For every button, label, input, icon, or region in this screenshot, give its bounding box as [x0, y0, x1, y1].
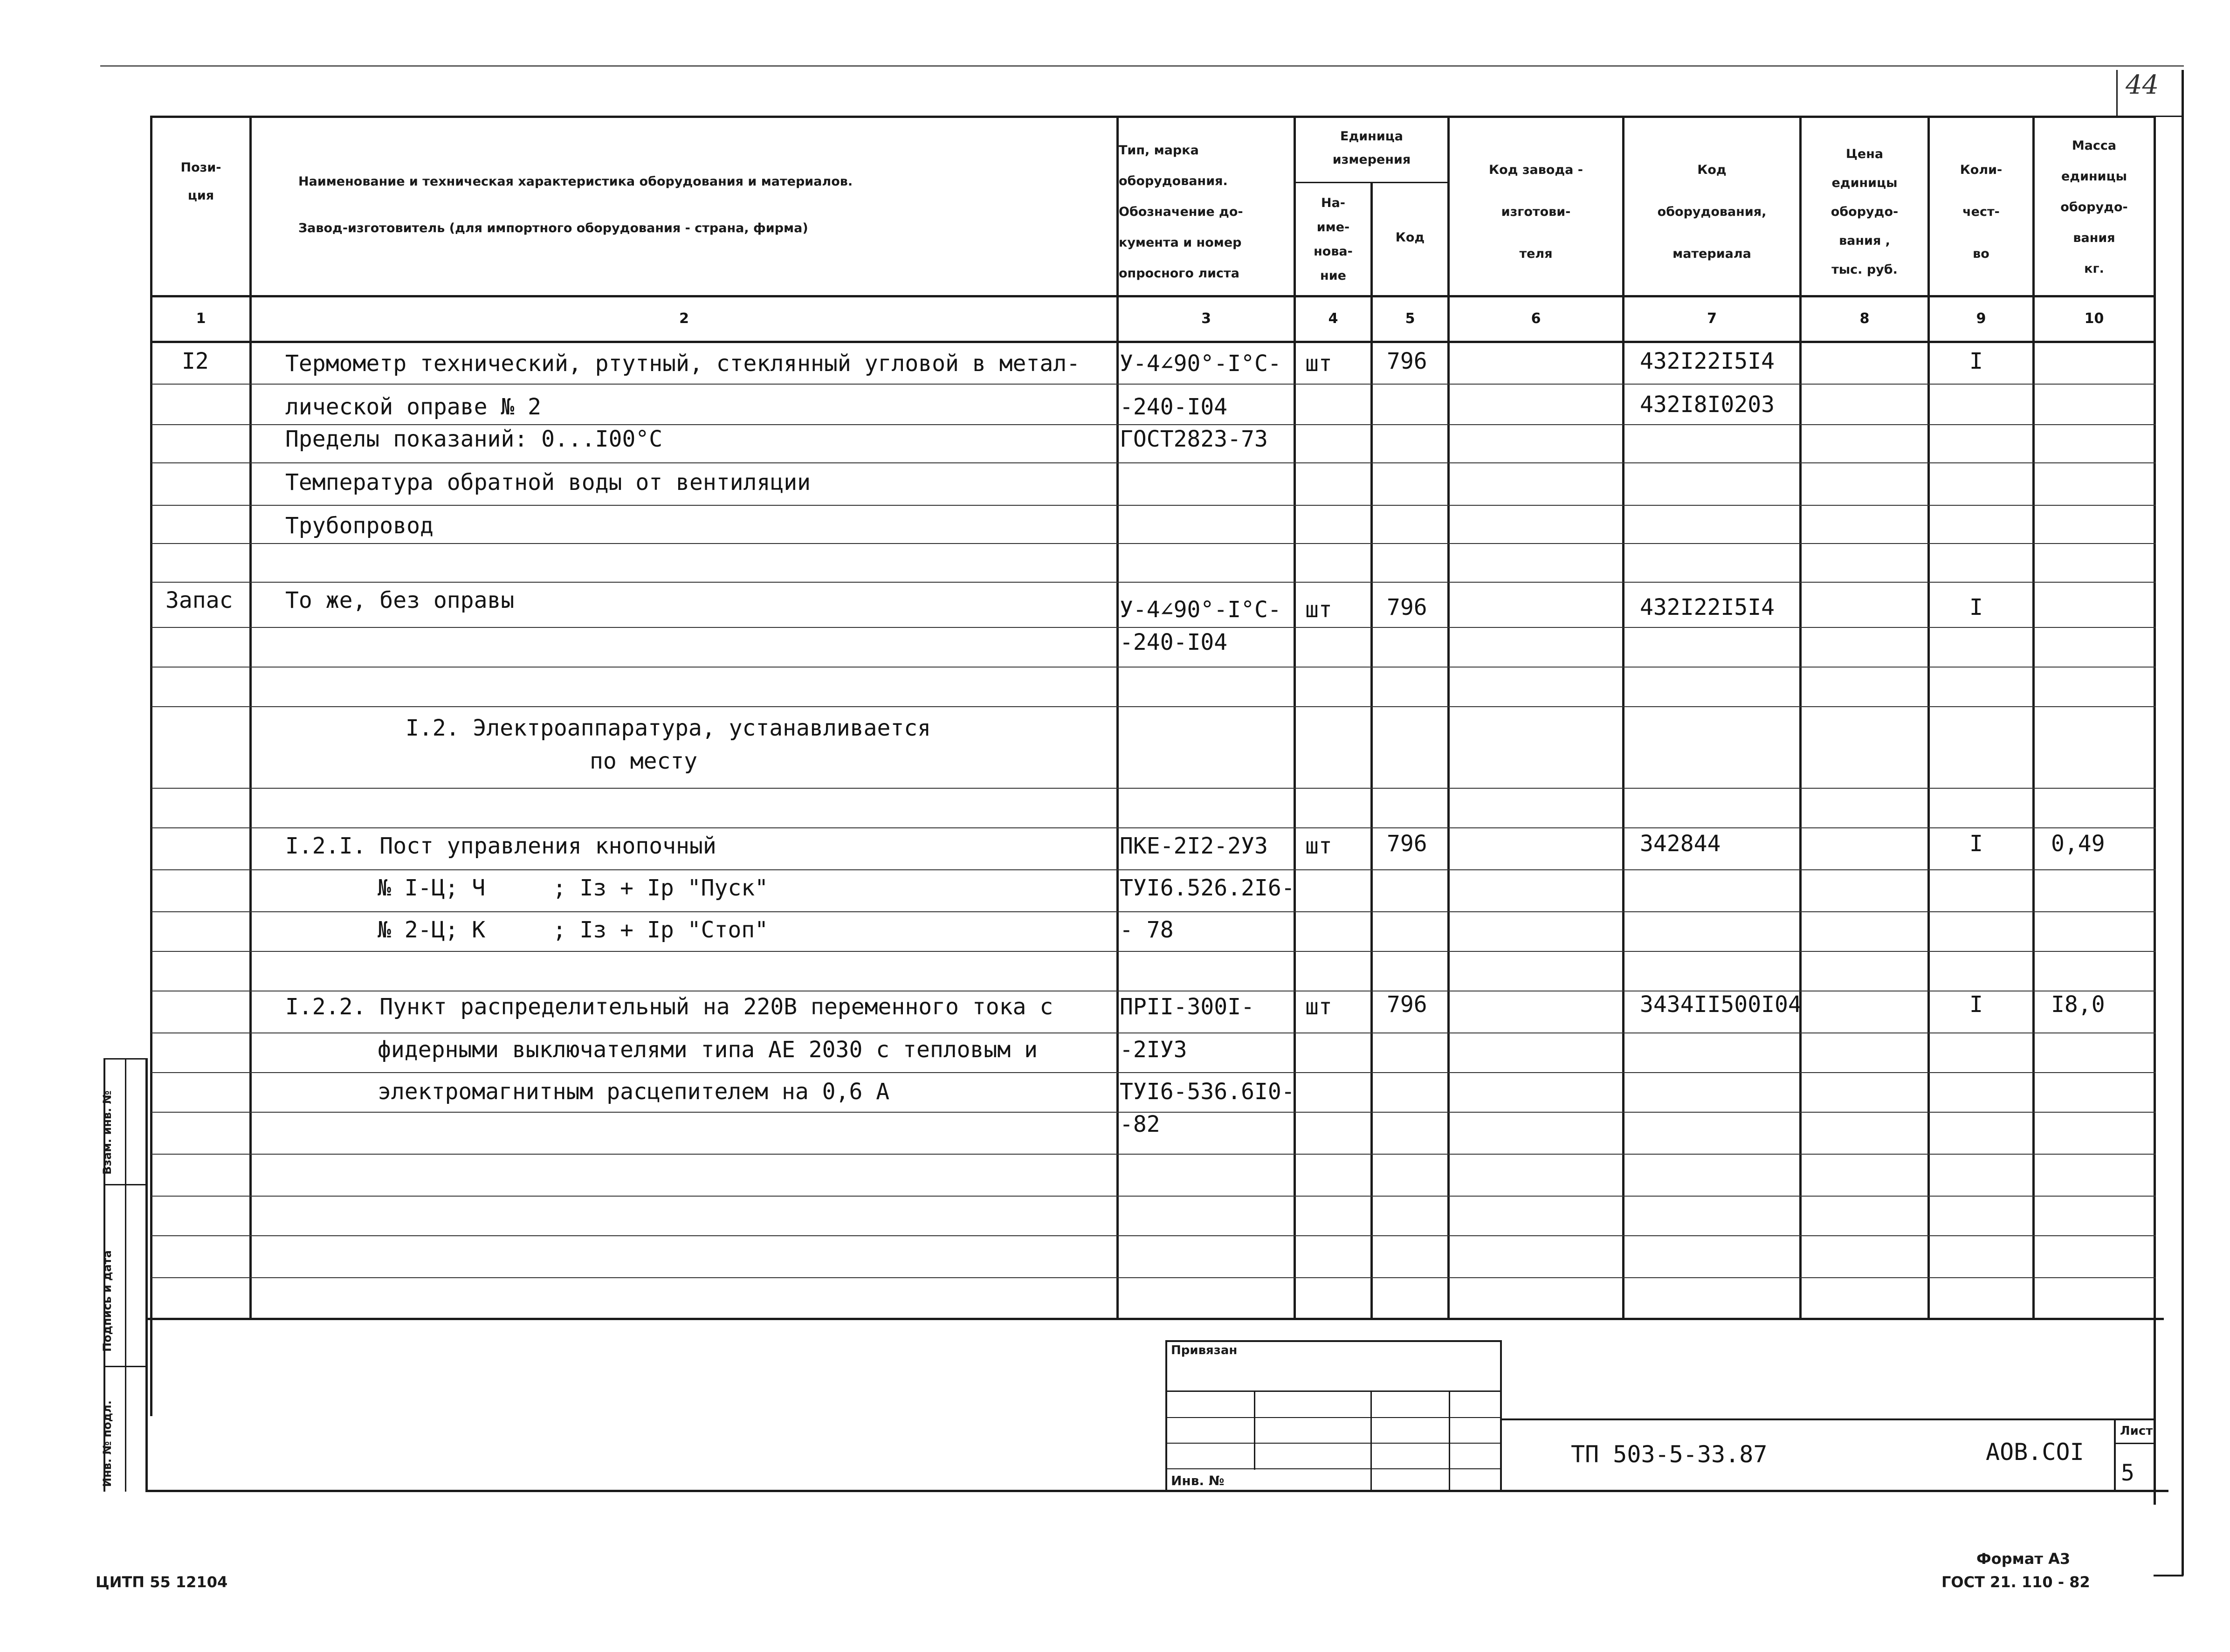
cell-type: - 78	[1120, 917, 1174, 943]
col-line-4	[1370, 182, 1373, 1319]
row-line	[151, 911, 2156, 912]
stamp-vline	[1449, 1390, 1450, 1491]
side-strip-sep2	[103, 1366, 146, 1367]
cell-name: Температура обратной воды от вентиляции	[285, 469, 811, 496]
stamp-vline	[1254, 1390, 1255, 1470]
cell-unit-code: 796	[1387, 831, 1427, 857]
cell-unit: шт	[1305, 994, 1332, 1020]
header-col-9: Коли- чест- во	[1960, 163, 2003, 261]
sheet-mark-box-bottom	[2116, 116, 2184, 117]
cell-type: У-4∠90°-I°C-	[1120, 351, 1281, 377]
header-col-8: Цена единицы оборудо- вания , тыс. руб.	[1831, 147, 1899, 277]
cell-mass: 0,49	[2051, 831, 2105, 857]
stamp-privyazan-label: Привязан	[1171, 1343, 1238, 1357]
row-line	[151, 788, 2156, 789]
colnum-2: 2	[679, 310, 689, 327]
side-label-inv-podl: Инв. № подл.	[101, 1400, 114, 1487]
row-line	[151, 706, 2156, 707]
cell-type: -2IУЗ	[1120, 1037, 1187, 1063]
stamp-inv-label: Инв. №	[1171, 1473, 1225, 1488]
stamp-line	[1165, 1443, 1501, 1444]
header-col-3: Тип, марка оборудования. Обозначение до- кумента и номер опросного листа	[1119, 143, 1243, 281]
cell-type: ТУI6-536.6I0-	[1120, 1079, 1295, 1105]
header-col-5: Код	[1395, 230, 1425, 245]
row-line	[151, 462, 2156, 463]
cell-position: Запас	[165, 587, 233, 613]
cell-name: I.2.2. Пункт распределительный на 220В переменного тока с	[285, 994, 1053, 1020]
row-line	[151, 1235, 2156, 1236]
table-bottom-border	[145, 1490, 2168, 1492]
stamp-list-box-sep	[2114, 1443, 2156, 1444]
cell-name: Трубопровод	[285, 513, 434, 539]
colnum-1: 1	[196, 310, 206, 327]
stamp-line	[1165, 1417, 1501, 1418]
stamp-sheet-code: АОВ.COI	[1986, 1439, 2084, 1466]
cell-position: I2	[182, 348, 209, 374]
cell-type: ТУI6.526.2I6-	[1120, 875, 1295, 901]
outer-bottom-border	[2154, 1575, 2183, 1576]
row-line	[151, 951, 2156, 952]
cell-unit: шт	[1305, 351, 1332, 377]
cell-name: То же, без оправы	[285, 587, 515, 613]
stamp-main-top	[1501, 1418, 2156, 1420]
cell-name: Пределы показаний: 0...I00°С	[285, 426, 663, 452]
side-label-podpis: Подпись и дата	[101, 1250, 114, 1352]
footer-left-code: ЦИТП 55 12104	[96, 1573, 228, 1591]
cell-type: ПРII-300I-	[1120, 994, 1254, 1020]
cell-unit: шт	[1305, 597, 1332, 623]
table-body-bottom	[145, 1318, 2164, 1320]
side-label-vzam: Взам. инв. №	[101, 1090, 114, 1175]
cell-equipment-code: 432I8I0203	[1640, 392, 1775, 418]
cell-type: ГОСТ2823-73	[1120, 426, 1268, 452]
cell-name: № 2-Ц; К ; Iз + Iр "Стоп"	[378, 917, 769, 943]
colnum-6: 6	[1531, 310, 1541, 327]
stamp-doc-code: ТП 503-5-33.87	[1571, 1441, 1768, 1468]
cell-equipment-code: 342844	[1640, 831, 1721, 857]
row-line	[151, 1277, 2156, 1278]
row-line	[151, 1032, 2156, 1033]
cell-type: ПКЕ-2I2-2УЗ	[1120, 833, 1268, 859]
stamp-list-label: Лист	[2120, 1424, 2153, 1438]
cell-name: № I-Ц; Ч ; Iз + Iр "Пуск"	[378, 875, 769, 901]
stamp-line	[1165, 1468, 1501, 1469]
section-heading-cont: по месту	[590, 748, 698, 774]
cell-name: лической оправе № 2	[285, 394, 542, 420]
row-line	[151, 667, 2156, 668]
colnum-7: 7	[1707, 310, 1717, 327]
row-line	[151, 582, 2156, 583]
colnum-9: 9	[1976, 310, 1986, 327]
colnum-3: 3	[1201, 310, 1211, 327]
cell-quantity: I	[1969, 348, 1983, 374]
stamp-list-box-left	[2114, 1418, 2116, 1491]
cell-quantity: I	[1969, 831, 1983, 857]
cell-type: У-4∠90°-I°C-	[1120, 597, 1281, 623]
colnum-10: 10	[2084, 310, 2104, 327]
cell-unit-code: 796	[1387, 991, 1427, 1018]
stamp-line	[1165, 1390, 1501, 1392]
cell-type: -82	[1120, 1111, 1160, 1137]
row-line	[151, 1154, 2156, 1155]
cell-name: I.2.I. Пост управления кнопочный	[285, 833, 716, 859]
sheet-mark: 44	[2126, 70, 2159, 100]
row-line	[151, 827, 2156, 828]
cell-unit-code: 796	[1387, 348, 1427, 374]
cell-unit-code: 796	[1387, 594, 1427, 620]
stamp-list-number: 5	[2121, 1460, 2134, 1486]
colnum-4: 4	[1328, 310, 1338, 327]
stamp-privyazan-box-top	[1165, 1340, 1501, 1342]
cell-type: -240-I04	[1120, 394, 1228, 420]
cell-equipment-code: 432I22I5I4	[1640, 594, 1775, 620]
side-strip-top	[103, 1058, 146, 1060]
cell-equipment-code: 3434II500I04	[1640, 991, 1802, 1018]
row-line	[151, 543, 2156, 544]
side-strip-inner	[125, 1058, 126, 1492]
footer-gost: ГОСТ 21. 110 - 82	[1941, 1573, 2090, 1591]
colnum-5: 5	[1405, 310, 1415, 327]
row-line	[151, 627, 2156, 628]
cell-name: фидерными выключателями типа АЕ 2030 с тепловым и	[378, 1037, 1038, 1063]
row-line	[151, 384, 2156, 385]
header-col-6: Код завода - изготови- теля	[1489, 163, 1583, 261]
side-strip-sep1	[103, 1184, 146, 1185]
cell-name: Термометр технический, ртутный, стеклянный угловой в метал-	[285, 351, 1081, 377]
table-top-border	[151, 116, 2156, 118]
header-col-7: Код оборудования, материала	[1657, 163, 1767, 261]
cell-equipment-code: 432I22I5I4	[1640, 348, 1775, 374]
header-col-10: Масса единицы оборудо- вания кг.	[2060, 138, 2128, 276]
frame-left-border	[145, 1058, 148, 1492]
colnum-8: 8	[1859, 310, 1870, 327]
row-line	[151, 1196, 2156, 1197]
cell-quantity: I	[1969, 991, 1983, 1018]
section-heading: I.2. Электроаппаратура, устанавливается	[406, 715, 931, 741]
stamp-vline	[1370, 1390, 1372, 1491]
header-col-4: На- име- нова- ние	[1314, 196, 1353, 283]
unit-sub-line	[1295, 182, 1449, 183]
header-col-2: Наименование и техническая характеристика оборудования и материалов. Завод-изготовитель (для импортного оборудования - страна, фирма)	[298, 174, 853, 235]
cell-quantity: I	[1969, 594, 1983, 620]
cell-mass: I8,0	[2051, 991, 2105, 1018]
row-line	[151, 505, 2156, 506]
cell-name: электромагнитным расцепителем на 0,6 А	[378, 1079, 890, 1105]
row-line	[151, 1072, 2156, 1073]
cell-unit: шт	[1305, 833, 1332, 859]
footer-format: Формат А3	[1976, 1550, 2071, 1568]
header-col-1: Пози- ция	[180, 160, 221, 203]
sheet-mark-box-left	[2116, 70, 2118, 117]
header-unit: Единица измерения	[1332, 129, 1411, 167]
cell-type: -240-I04	[1120, 629, 1228, 655]
row-line	[151, 869, 2156, 870]
top-rule	[100, 65, 2184, 67]
outer-right-border	[2182, 70, 2184, 1576]
